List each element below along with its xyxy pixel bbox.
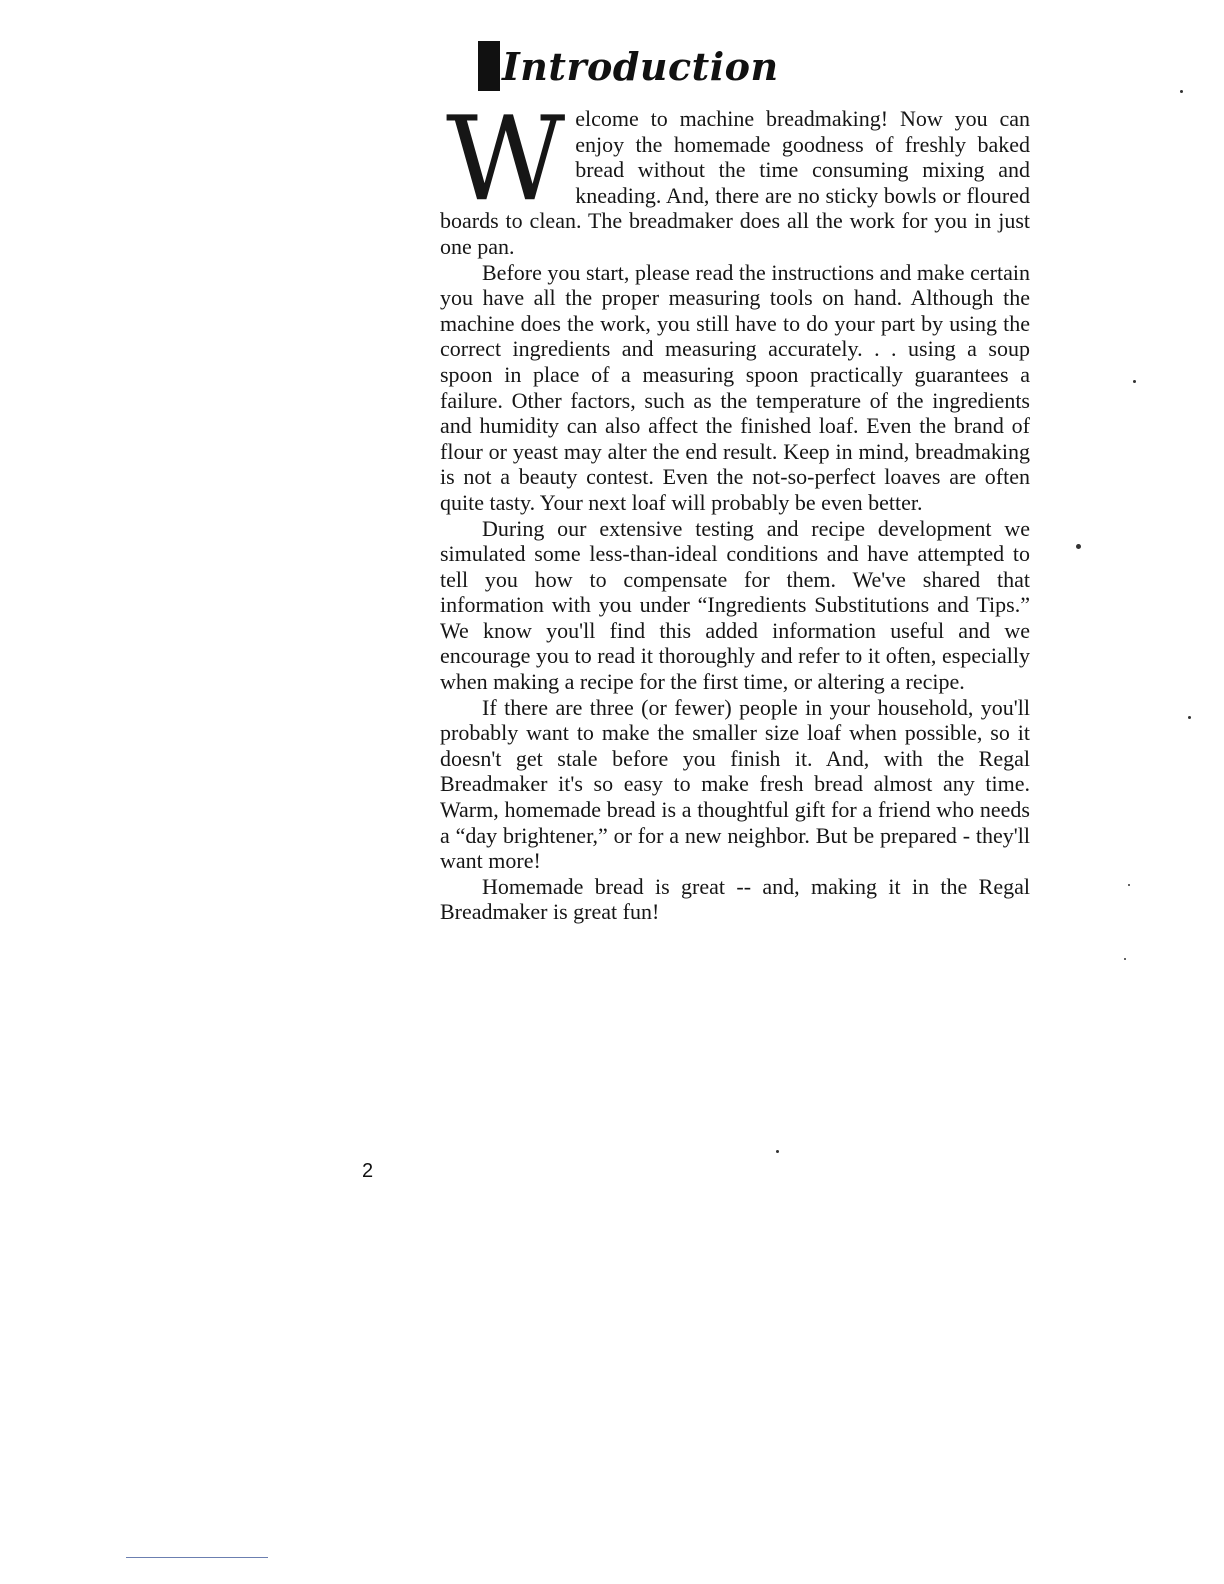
section-heading [478,40,779,92]
paragraph-1 [440,92,1030,260]
paragraph-5: Homemade bread is great -- and, making it in the Regal Breadmaker is great fun! [440,873,1030,925]
scan-speck [1076,544,1081,549]
heading-title: Introduction [502,43,779,89]
paragraph-1-text: elcome to machine breadmaking! Now you can enjoy the homemade goodness of freshly baked bread without the time consuming mixing and kneading. And, there are no sticky bowls or floured boards to clean. The breadmaker does all the work for you in just one pan. [440,106,1030,259]
scan-speck [1128,884,1130,886]
footer-rule [126,1557,268,1558]
scan-speck [1180,90,1183,93]
paragraph-2: Before you start, please read the instructions and make certain you have all the proper measuring tools on hand. Although the machine does the work, you still have to do your part by using the correct ingredients and measuring accurately. . . using a soup spoon in place of a measuring spoon practically guarantees a failure. Other factors, such as the temperature of the ingredients and humidity can also affect the finished loaf. Even the brand of flour or yeast may alter the end result. Keep in mind, breadmaking is not a beauty contest. Even the not-so-perfect loaves are often quite tasty. Your next loaf will probably be even better. [440,259,1030,515]
heading-bar-decoration [478,41,500,91]
paragraph-4: If there are three (or fewer) people in your household, you'll probably want to make the smaller size loaf when possible, so it doesn't get stale before you finish it. And, with the Regal Breadmaker it's so easy to make fresh bread almost any time. Warm, homemade bread is a thoughtful gift for a friend who needs a “day brightener,” or for a new neighbor. But be prepared - they'll want more! [440,694,1030,874]
article-body [440,92,1030,925]
scan-speck [1188,716,1191,719]
scan-speck [776,1150,779,1153]
page-number: 2 [362,1160,374,1182]
scan-speck [1133,380,1136,383]
drop-cap: W [446,92,566,227]
scan-speck [1124,958,1126,960]
paragraph-3: During our extensive testing and recipe development we simulated some less-than-ideal conditions and have attempted to tell you how to compensate for them. We've shared that information with you under “Ingredients Substitutions and Tips.” We know you'll find this added information useful and we encourage you to read it thoroughly and refer to it often, especially when making a recipe for the first time, or altering a recipe. [440,515,1030,695]
